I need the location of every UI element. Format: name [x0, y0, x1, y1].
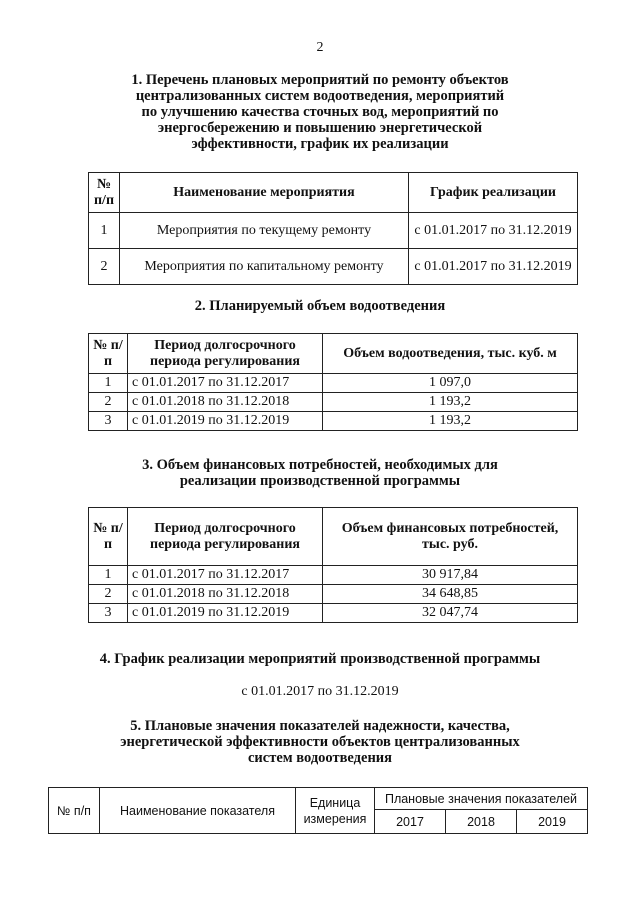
col-year-header: 2019: [517, 810, 588, 834]
cell-schedule: с 01.01.2017 по 31.12.2019: [409, 213, 578, 249]
cell-finance: 30 917,84: [323, 566, 578, 585]
section1-title: [80, 72, 560, 152]
cell-num: 1: [89, 374, 128, 393]
col-unit-header: Единица измерения: [296, 788, 375, 834]
cell-finance: 34 648,85: [323, 585, 578, 604]
table-row: [89, 566, 578, 585]
section3-title-line: реализации производственной программы: [179, 473, 461, 489]
table-row: [89, 249, 578, 285]
cell-period: с 01.01.2017 по 31.12.2017: [128, 374, 323, 393]
section3-title-line: 3. Объем финансовых потребностей, необходимых для: [142, 457, 498, 473]
section4-title: 4. График реализации мероприятий производственной программы: [99, 651, 541, 667]
page-number: 2: [316, 40, 324, 55]
table-row: [89, 374, 578, 393]
cell-num: 2: [89, 249, 120, 285]
cell-volume: 1 193,2: [323, 393, 578, 412]
table-header-row: [89, 508, 578, 566]
cell-volume: 1 097,0: [323, 374, 578, 393]
volume-table: [88, 333, 578, 431]
cell-period: с 01.01.2019 по 31.12.2019: [128, 412, 323, 431]
cell-num: 2: [89, 585, 128, 604]
cell-period: с 01.01.2019 по 31.12.2019: [128, 604, 323, 623]
cell-finance: 32 047,74: [323, 604, 578, 623]
section5-title-line: энергетической эффективности объектов централизованных: [120, 734, 520, 750]
section3-title: [80, 457, 560, 489]
cell-volume: 1 193,2: [323, 412, 578, 431]
col-finance-header: Объем финансовых потребностей, тыс. руб.: [323, 508, 578, 566]
cell-num: 3: [89, 412, 128, 431]
col-year-header: 2017: [375, 810, 446, 834]
cell-name: Мероприятия по текущему ремонту: [120, 213, 409, 249]
section1-title-line: централизованных систем водоотведения, мероприятий: [135, 88, 505, 104]
table-row: [89, 412, 578, 431]
col-name-header: Наименование мероприятия: [120, 173, 409, 213]
section1-title-line: 1. Перечень плановых мероприятий по ремонту объектов: [131, 72, 509, 88]
table-header-row: [89, 173, 578, 213]
col-period-header: Период долгосрочного периода регулирования: [128, 334, 323, 374]
cell-period: с 01.01.2018 по 31.12.2018: [128, 393, 323, 412]
section2-title: 2. Планируемый объем водоотведения: [194, 298, 446, 314]
col-volume-header: Объем водоотведения, тыс. куб. м: [323, 334, 578, 374]
cell-period: с 01.01.2017 по 31.12.2017: [128, 566, 323, 585]
table-row: [89, 585, 578, 604]
section5-title: [60, 718, 580, 766]
section1-title-line: энергосбережению и повышению энергетической: [157, 120, 483, 136]
col-planned-header: Плановые значения показателей: [375, 788, 588, 810]
section1-title-line: по улучшению качества сточных вод, мероприятий по: [141, 104, 499, 120]
table-header-row: [49, 788, 588, 810]
indicators-table: [48, 787, 588, 834]
cell-name: Мероприятия по капитальному ремонту: [120, 249, 409, 285]
table-row: [89, 604, 578, 623]
col-indicator-header: Наименование показателя: [100, 788, 296, 834]
cell-schedule: с 01.01.2017 по 31.12.2019: [409, 249, 578, 285]
col-num-header: № п/п: [49, 788, 100, 834]
col-period-header: Период долгосрочного периода регулирования: [128, 508, 323, 566]
table-row: [89, 213, 578, 249]
section1-title-line: эффективности, график их реализации: [191, 136, 449, 152]
table-row: [89, 393, 578, 412]
col-schedule-header: График реализации: [409, 173, 578, 213]
cell-num: 3: [89, 604, 128, 623]
col-num-header: № п/п: [89, 334, 128, 374]
cell-period: с 01.01.2018 по 31.12.2018: [128, 585, 323, 604]
section4-period: с 01.01.2017 по 31.12.2019: [241, 684, 399, 699]
cell-num: 1: [89, 213, 120, 249]
col-num-header: № п/п: [89, 173, 120, 213]
finance-table: [88, 507, 578, 623]
cell-num: 1: [89, 566, 128, 585]
col-year-header: 2018: [446, 810, 517, 834]
cell-num: 2: [89, 393, 128, 412]
col-num-header: № п/п: [89, 508, 128, 566]
activities-table: [88, 172, 578, 285]
table-header-row: [89, 334, 578, 374]
section5-title-line: 5. Плановые значения показателей надежности, качества,: [130, 718, 510, 734]
section5-title-line: систем водоотведения: [247, 750, 393, 766]
